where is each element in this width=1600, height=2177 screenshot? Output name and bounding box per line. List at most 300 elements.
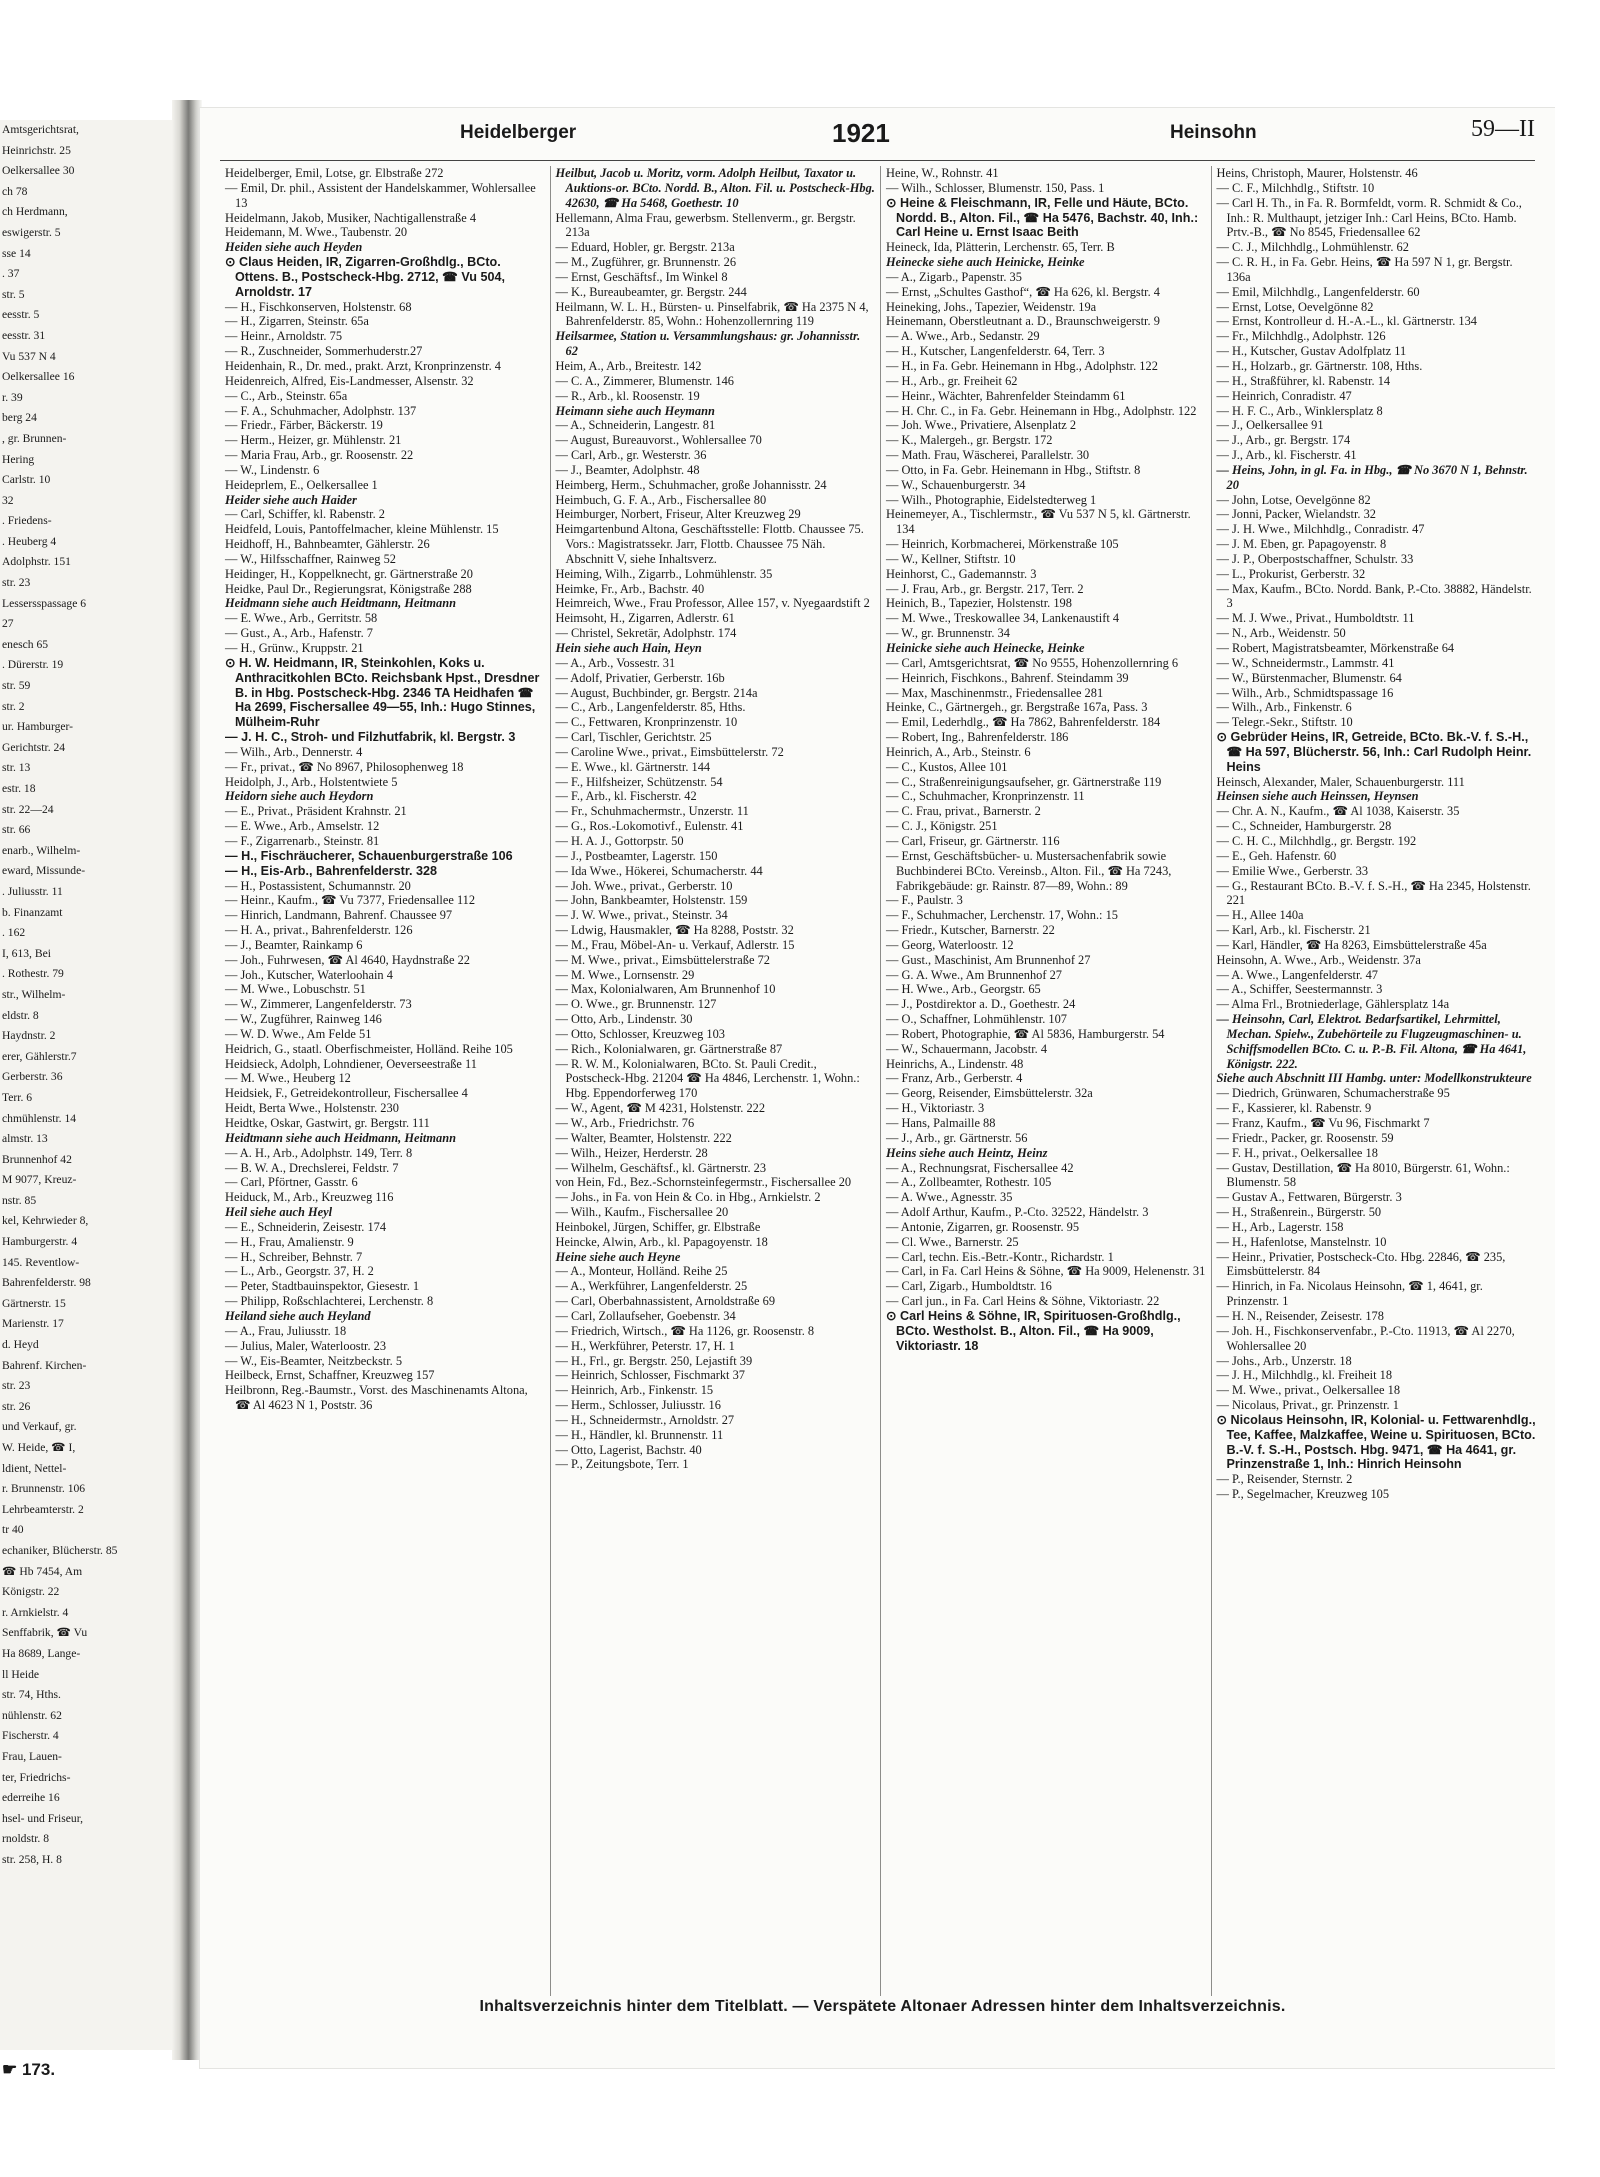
directory-entry: Heins, Christoph, Maurer, Holstenstr. 46: [1216, 166, 1418, 180]
directory-entry: Heidenreich, Alfred, Eis-Landmesser, Alsenstr. 32: [225, 373, 474, 388]
prev-page-line: str. 74, Hths.: [2, 1688, 61, 1702]
directory-entry: — Adolf Arthur, Kaufm., P.-Cto. 32522, Händelstr. 3: [886, 1205, 1149, 1220]
directory-entry: — Wilh., Heizer, Herderstr. 28: [555, 1145, 708, 1160]
directory-entry: — Heinrich, Korbmacherei, Mörkenstraße 105: [886, 537, 1119, 552]
prev-page-line: Oelkersallee 16: [2, 370, 75, 384]
directory-entry: — H., Fischräucherer, Schauenburgerstraße 106: [225, 848, 513, 863]
prev-page-line: sse 14: [2, 246, 31, 260]
directory-entry: — August, Buchbinder, gr. Bergstr. 214a: [555, 685, 758, 700]
prev-page-line: Gerberstr. 36: [2, 1070, 63, 1084]
directory-entry: ⊙ Heine & Fleischmann, IR, Felle und Häute, BCto. Nordd. B., Alton. Fil., ☎ Ha 5476, Bachstr. 40, Inh.: Carl Heine u. Ernst Isaac Beith: [886, 195, 1199, 240]
directory-entry: Heineck, Ida, Plätterin, Lerchenstr. 65, Terr. B: [886, 240, 1115, 255]
directory-entry: Heimberg, Herm., Schuhmacher, große Johannisstr. 24: [555, 477, 827, 492]
prev-page-line: str. 13: [2, 761, 31, 775]
directory-entry: — Julius, Maler, Waterloostr. 23: [225, 1338, 387, 1353]
directory-entry: — C., Schneider, Hamburgerstr. 28: [1216, 819, 1392, 834]
directory-entry: — J. H. Wwe., Milchhdlg., Conradistr. 47: [1216, 522, 1425, 537]
prev-page-line: str. 23: [2, 576, 31, 590]
directory-entry: — Otto, Arb., Lindenstr. 30: [555, 1012, 693, 1027]
prev-page-line: eesstr. 31: [2, 328, 46, 342]
prev-page-line: 27: [2, 617, 14, 631]
directory-entry: — Cl. Wwe., Barnerstr. 25: [886, 1234, 1019, 1249]
directory-entry: — C., Straßenreinigungsaufseher, gr. Gärtnerstraße 119: [886, 774, 1162, 789]
prev-page-line: eesstr. 5: [2, 308, 40, 322]
directory-entry: — Friedr., Färber, Bäckerstr. 19: [225, 418, 383, 433]
directory-entry: — C. H. C., Milchhdlg., gr. Bergstr. 192: [1216, 833, 1417, 848]
directory-entry: — Adolf, Privatier, Gerberstr. 16b: [555, 670, 725, 685]
directory-entry: — E. Wwe., kl. Gärtnerstr. 144: [555, 759, 711, 774]
prev-page-line: Gärtnerstr. 15: [2, 1296, 66, 1310]
directory-entry: — J., Oelkersallee 91: [1216, 418, 1324, 433]
directory-page: [200, 108, 1555, 2068]
directory-entry: Heider siehe auch Haider: [225, 492, 357, 507]
directory-entry: von Hein, Fd., Bez.-Schornsteinfegermstr., Fischersallee 20: [555, 1175, 852, 1190]
prev-page-line: Bahrenf. Kirchen-: [2, 1358, 87, 1372]
prev-page-line: nühlenstr. 62: [2, 1708, 62, 1722]
prev-page-line: chmühlenstr. 14: [2, 1111, 77, 1125]
directory-entry: — C., Arb., Steinstr. 65a: [225, 388, 348, 403]
directory-entry: — P., Reisender, Sternstr. 2: [1216, 1472, 1353, 1487]
directory-entry: Heidelberger, Emil, Lotse, gr. Elbstraße 272: [225, 166, 444, 180]
directory-entry: ⊙ H. W. Heidmann, IR, Steinkohlen, Koks u. Anthracitkohlen BCto. Reichsbank Hpst., Dresdner B. in Hbg. Postscheck-Hbg. 2346 TA Heidhafen ☎ Ha 2699, Fischersallee 49—55, Inh.: Hugo Stinnes, Mülheim-Ruhr: [225, 655, 540, 730]
directory-entry: — A., Rechnungsrat, Fischersallee 42: [886, 1160, 1074, 1175]
right-margin: [1555, 100, 1600, 2070]
directory-entry: — W., Arb., Friedrichstr. 76: [555, 1116, 695, 1130]
prev-page-line: nstr. 85: [2, 1193, 37, 1207]
prev-page-line: Marienstr. 17: [2, 1317, 64, 1331]
directory-entry: — Carl, techn. Eis.-Betr.-Kontr., Richardstr. 1: [886, 1249, 1114, 1264]
prev-page-line: enarb., Wilhelm-: [2, 843, 81, 857]
directory-entry: — J., Postbeamter, Lagerstr. 150: [555, 848, 718, 863]
directory-entry: — A., Arb., Vossestr. 31: [555, 655, 676, 670]
directory-entry: — Otto, Lagerist, Bachstr. 40: [555, 1442, 702, 1457]
directory-entry: — J., Beamter, Adolphstr. 48: [555, 462, 700, 477]
directory-entry: — Heinsohn, Carl, Elektrot. Bedarfsartikel, Lehrmittel, Mechan. Spielw., Zubehörteile zu Flugzeugmaschinen- u. Schiffsmodellen BCto. C. u. P.-B. Fil. Altona, ☎ Ha 4641, Königstr. 222.: [1216, 1012, 1527, 1071]
directory-entry: — Friedrich, Wirtsch., ☎ Ha 1126, gr. Roosenstr. 8: [555, 1323, 815, 1338]
prev-page-line: . Rothestr. 79: [2, 967, 64, 981]
directory-entry: Heimsoht, H., Zigarren, Adlerstr. 61: [555, 611, 735, 626]
directory-entry: — Walter, Beamter, Holstenstr. 222: [555, 1130, 732, 1145]
page-footer-note: Inhaltsverzeichnis hinter dem Titelblatt. — Verspätete Altonaer Adressen hinter dem Inhaltsverzeichnis.: [479, 1998, 1286, 2015]
directory-entry: — C., Schuhmacher, Kronprinzenstr. 11: [886, 789, 1085, 804]
directory-entry: — M. Wwe., privat., Eimsbüttelerstraße 72: [555, 952, 770, 967]
prev-page-line: enesch 65: [2, 637, 49, 651]
directory-entry: — Heinr., Kaufm., ☎ Vu 7377, Friedensallee 112: [225, 893, 476, 908]
prev-page-line: . Dürerstr. 19: [2, 658, 64, 672]
directory-entry: — H., Händler, kl. Brunnenstr. 11: [555, 1427, 724, 1442]
prev-page-line: Lehrbeamterstr. 2: [2, 1502, 84, 1516]
directory-entry: — Carl, Amtsgerichtsrat, ☎ No 9555, Hohenzollernring 6: [886, 655, 1179, 670]
directory-entry: — Emil, Lederhdlg., ☎ Ha 7862, Bahrenfelderstr. 184: [886, 715, 1161, 730]
directory-entry: ⊙ Gebrüder Heins, IR, Getreide, BCto. Bk.-V. f. S.-H., ☎ Ha 597, Blücherstr. 56, Inh.: Carl Rudolph Heinr. Heins: [1216, 730, 1532, 774]
header-rule: [220, 160, 1535, 161]
directory-entry: — W. D. Wwe., Am Felde 51: [225, 1026, 372, 1041]
directory-entry: — M. Wwe., privat., Oelkersallee 18: [1216, 1383, 1401, 1398]
prev-page-line: str. 66: [2, 823, 31, 837]
directory-entry: — H., Schreiber, Behnstr. 7: [225, 1249, 363, 1264]
directory-entry: — Carl, in Fa. Carl Heins & Söhne, ☎ Ha 9009, Helenenstr. 31: [886, 1264, 1206, 1279]
directory-entry: — C. R. H., in Fa. Gebr. Heins, ☎ Ha 597 N 1, gr. Bergstr. 136a: [1216, 255, 1513, 284]
prev-page-line: r. 39: [2, 390, 23, 404]
directory-entry: — R. W. M., Kolonialwaren, BCto. St. Pauli Credit., Postscheck-Hbg. 21204 ☎ Ha 4846, Lerchenstr. 1, Wohn.: Hbg. Eppendorferweg 170: [555, 1056, 860, 1101]
directory-entry: Heilbronn, Reg.-Baumstr., Vorst. des Maschinenamts Altona, ☎ Al 4623 N 1, Poststr. 36: [225, 1383, 528, 1413]
directory-entry: — Max, Maschinenmstr., Friedensallee 281: [886, 685, 1104, 700]
directory-entry: — Fr., Milchhdlg., Adolphstr. 126: [1216, 329, 1386, 344]
prev-page-line: Gerichtstr. 24: [2, 740, 66, 754]
directory-entry: — Joh. Wwe., privat., Gerberstr. 10: [555, 878, 733, 893]
directory-entry: — H., Frl., gr. Bergstr. 250, Lejastift 39: [555, 1353, 753, 1368]
directory-entry: Heimann siehe auch Heymann: [555, 403, 715, 418]
directory-entry: — J. W. Wwe., privat., Steinstr. 34: [555, 908, 728, 923]
directory-entry: — A., Werkführer, Langenfelderstr. 25: [555, 1279, 748, 1294]
prev-page-line: Adolphstr. 151: [2, 555, 71, 569]
directory-entry: — Carl H. Th., in Fa. R. Bormfeldt, vorm. R. Schmidt & Co., Inh.: R. Multhaupt, jetziger Inh.: Carl Heins, BCto. Hamb. Prtv.-B., ☎ No 8545, Friedensallee 62: [1216, 195, 1522, 240]
directory-entry: — M. Wwe., Lobuschstr. 51: [225, 982, 366, 997]
directory-entry: — Wilhelm, Geschäftsf., kl. Gärtnerstr. 23: [555, 1160, 767, 1175]
prev-page-line: ldient, Nettel-: [2, 1461, 67, 1475]
prev-page-line: str., Wilhelm-: [2, 987, 66, 1001]
directory-entry: — Johs., Arb., Unzerstr. 18: [1216, 1353, 1352, 1368]
directory-entry: — E., Privat., Präsident Krahnstr. 21: [225, 804, 407, 819]
prev-page-footer: ☛ 173.: [2, 2060, 56, 2079]
directory-entry: — O. Wwe., gr. Brunnenstr. 127: [555, 997, 717, 1012]
directory-entry: Heidorn siehe auch Heydorn: [225, 789, 374, 804]
directory-entry: Heinemann, Oberstleutnant a. D., Braunschweigerstr. 9: [886, 314, 1160, 329]
directory-entry: — K., Malergeh., gr. Bergstr. 172: [886, 433, 1053, 448]
directory-entry: — A., Frau, Juliusstr. 18: [225, 1323, 347, 1338]
prev-page-line: . Juliusstr. 11: [2, 884, 63, 898]
directory-entry: Heimgartenbund Altona, Geschäftsstelle: Flottb. Chaussee 75. Vors.: Magistratssekr. Jarr, Flottb. Chaussee 75 Näh. Abschnitt V, siehe Inhaltsverz.: [555, 522, 864, 566]
directory-entry: — Heinrich, Schlosser, Fischmarkt 37: [555, 1368, 745, 1383]
directory-entry: — F., Arb., kl. Fischerstr. 42: [555, 789, 697, 804]
directory-entry: — Peter, Stadtbauinspektor, Giesestr. 1: [225, 1279, 420, 1294]
prev-page-line: estr. 18: [2, 782, 36, 795]
directory-entry: Heimbuch, G. F. A., Arb., Fischersallee 80: [555, 492, 767, 507]
directory-entry: — H., Allee 140a: [1216, 908, 1304, 923]
directory-entry: — Gustav, Destillation, ☎ Ha 8010, Bürgerstr. 61, Wohn.: Blumenstr. 58: [1216, 1160, 1510, 1190]
directory-entry: — H., Werkführer, Peterstr. 17, H. 1: [555, 1338, 735, 1353]
prev-page-line: Hering: [2, 452, 35, 466]
prev-page-line: Terr. 6: [2, 1090, 33, 1104]
directory-entry: — Diedrich, Grünwaren, Schumacherstraße 95: [1216, 1086, 1450, 1101]
directory-entry: — H. N., Reisender, Zeisestr. 178: [1216, 1308, 1384, 1323]
directory-entry: Heidsieck, Adolph, Lohndiener, Oeverseestraße 11: [225, 1056, 477, 1071]
directory-entry: ⊙ Nicolaus Heinsohn, IR, Kolonial- u. Fettwarenhdlg., Tee, Kaffee, Malzkaffee, Weine u. Spirituosen, BCto. B.-V. f. S.-H., Postsch. Hbg. 9471, ☎ Ha 4641, gr. Prinzenstraße 1, Inh.: Hinrich Heinsohn: [1216, 1412, 1536, 1472]
prev-page-line: . Heuberg 4: [2, 534, 57, 548]
directory-entry: — P., Segelmacher, Kreuzweg 105: [1216, 1487, 1390, 1502]
directory-entry: Heiduck, M., Arb., Kreuzweg 116: [225, 1190, 394, 1205]
directory-entry: — H., Schneidermstr., Arnoldstr. 27: [555, 1412, 735, 1427]
directory-entry: — H., Kutscher, Langenfelderstr. 64, Terr. 3: [886, 344, 1105, 359]
directory-entry: — Chr. A. N., Kaufm., ☎ Al 1038, Kaiserstr. 35: [1216, 804, 1460, 819]
directory-entry: — Emil, Milchhdlg., Langenfelderstr. 60: [1216, 284, 1420, 299]
prev-page-line: Oelkersallee 30: [2, 164, 75, 178]
directory-entry: — Christel, Sekretär, Adolphstr. 174: [555, 626, 737, 641]
directory-entry: — Ernst, Kontrolleur d. H.-A.-L., kl. Gärtnerstr. 134: [1216, 314, 1477, 329]
directory-entry: — J. H. C., Stroh- und Filzhutfabrik, kl. Bergstr. 3: [225, 730, 516, 745]
directory-entry: — M., Zugführer, gr. Brunnenstr. 26: [555, 255, 737, 270]
prev-page-line: str. 5: [2, 287, 25, 301]
directory-entry: — H. A., privat., Bahrenfelderstr. 126: [225, 923, 413, 938]
directory-entry: — Gust., Maschinist, Am Brunnenhof 27: [886, 952, 1091, 967]
directory-entry: — A. Wwe., Agnesstr. 35: [886, 1190, 1013, 1205]
directory-entry: — O., Schaffner, Lohmühlenstr. 107: [886, 1012, 1067, 1027]
directory-entry: — W., Lindenstr. 6: [225, 462, 320, 477]
directory-entry: — L., Prokurist, Gerberstr. 32: [1216, 566, 1366, 581]
prev-page-line: Hamburgerstr. 4: [2, 1235, 78, 1249]
directory-entry: Heinhorst, C., Gademannstr. 3: [886, 566, 1037, 581]
directory-entry: Heimburger, Norbert, Friseur, Alter Kreuzweg 29: [555, 507, 801, 522]
directory-entry: — Carl, Oberbahnassistent, Arnoldstraße 69: [555, 1294, 776, 1309]
directory-entry: — Franz, Kaufm., ☎ Vu 96, Fischmarkt 7: [1216, 1116, 1430, 1130]
directory-entry: — Ernst, „Schultes Gasthof“, ☎ Ha 626, kl. Bergstr. 4: [886, 284, 1160, 299]
directory-entry: — Joh., Kutscher, Waterloohain 4: [225, 967, 393, 982]
prev-page-line: W. Heide, ☎ I,: [2, 1441, 76, 1454]
prev-page-line: echaniker, Blücherstr. 85: [2, 1543, 118, 1557]
directory-entry: Heinecke siehe auch Heinicke, Heinke: [886, 255, 1085, 270]
page-header: [220, 116, 1535, 156]
directory-entry: — Carl, Pförtner, Gasstr. 6: [225, 1175, 358, 1190]
directory-entry: — Fr., Schuhmachermstr., Unzerstr. 11: [555, 804, 749, 819]
directory-entry: — C., Kustos, Allee 101: [886, 759, 1008, 774]
directory-entry: Heidtmann siehe auch Heidmann, Heitmann: [225, 1130, 456, 1145]
prev-page-line: str. 26: [2, 1399, 31, 1413]
directory-entry: — P., Zeitungsbote, Terr. 1: [555, 1457, 689, 1472]
prev-page-line: str. 59: [2, 679, 31, 693]
directory-entry: — Georg, Waterloostr. 12: [886, 937, 1014, 952]
directory-entry: — M., Frau, Möbel-An- u. Verkauf, Adlerstr. 15: [555, 937, 795, 952]
directory-entry: Heiming, Wilh., Zigarrb., Lohmühlenstr. 35: [555, 566, 773, 581]
prev-page-line: b. Finanzamt: [2, 905, 63, 919]
directory-entry: Heil siehe auch Heyl: [225, 1205, 333, 1220]
directory-entry: Heinrich, A., Arb., Steinstr. 6: [886, 744, 1031, 759]
directory-entry: Heidemann, M. Wwe., Taubenstr. 20: [225, 225, 408, 240]
directory-entry: — Karl, Händler, ☎ Ha 8263, Eimsbüttelerstraße 45a: [1216, 937, 1487, 952]
directory-entry: — K., Bureaubeamter, gr. Bergstr. 244: [555, 284, 747, 299]
directory-entry: — H. A. J., Gottorpstr. 50: [555, 833, 684, 848]
prev-page-line: , gr. Brunnen-: [2, 431, 67, 445]
prev-page-line: str. 2: [2, 699, 25, 713]
prev-page-line: hsel- und Friseur,: [2, 1811, 84, 1825]
directory-entry: — A., Schiffer, Seestermannstr. 3: [1216, 982, 1383, 997]
directory-entry: — H. Wwe., Arb., Georgstr. 65: [886, 982, 1041, 997]
directory-entry: Heilsarmee, Station u. Versammlungshaus: gr. Johannisstr. 62: [555, 329, 861, 359]
directory-entry: — Ernst, Geschäftsbücher- u. Mustersachenfabrik sowie Buchbinderei BCto. Vereinsb., Alton. Fil., ☎ Ha 7243, Fabrikgebäude: gr. Rainstr. 87—89, Wohn.: 89: [886, 848, 1172, 893]
directory-entry: — Heinrich, Arb., Finkenstr. 15: [555, 1383, 714, 1398]
directory-entry: — M. Wwe., Lornsenstr. 29: [555, 967, 695, 982]
directory-entry: — H., Zigarren, Steinstr. 65a: [225, 314, 369, 329]
directory-entry: — W., Zugführer, Rainweg 146: [225, 1012, 382, 1027]
prev-page-line: kel, Kehrwieder 8,: [2, 1214, 89, 1228]
directory-entry: — H., Fischkonserven, Holstenstr. 68: [225, 299, 412, 314]
directory-entry: — W., Kellner, Stiftstr. 10: [886, 551, 1016, 566]
prev-page-line: Heinrichstr. 25: [2, 143, 71, 157]
column-1: [220, 166, 550, 1996]
directory-entry: Siehe auch Abschnitt III Hambg. unter: Modellkonstrukteure: [1216, 1071, 1532, 1086]
prev-page-line: Lessersspassage 6: [2, 596, 87, 610]
directory-entry: — B. W. A., Drechslerei, Feldstr. 7: [225, 1160, 399, 1175]
prev-page-line: eward, Missunde-: [2, 864, 86, 878]
header-first-entry: Heidelberger: [460, 122, 577, 143]
directory-entry: — Karl, Arb., kl. Fischerstr. 21: [1216, 923, 1371, 938]
directory-entry: — C. F., Milchhdlg., Stiftstr. 10: [1216, 180, 1375, 195]
column-2: [550, 166, 881, 1996]
directory-entry: Heincke, Alwin, Arb., kl. Papagoyenstr. 18: [555, 1234, 768, 1249]
prev-page-line: Fischerstr. 4: [2, 1729, 59, 1743]
directory-entry: — H., Frau, Amalienstr. 9: [225, 1234, 354, 1249]
directory-entry: — M. J. Wwe., Privat., Humboldtstr. 11: [1216, 611, 1415, 626]
directory-entry: Heimke, Fr., Arb., Bachstr. 40: [555, 581, 705, 596]
prev-page-line: Senffabrik, ☎ Vu: [2, 1626, 88, 1640]
directory-entry: — Math. Frau, Wäscherei, Parallelstr. 30: [886, 448, 1090, 463]
column-4: [1211, 166, 1542, 1996]
directory-entry: — C. J., Königstr. 251: [886, 819, 998, 834]
directory-entry: Heinsch, Alexander, Maler, Schauenburgerstr. 111: [1216, 774, 1465, 789]
directory-entry: — Robert, Photographie, ☎ Al 5836, Hamburgerstr. 54: [886, 1026, 1165, 1041]
directory-entry: — H., Arb., Lagerstr. 158: [1216, 1219, 1344, 1234]
directory-entry: — Fr., privat., ☎ No 8967, Philosophenweg 18: [225, 759, 464, 774]
directory-entry: — F. A., Schuhmacher, Adolphstr. 137: [225, 403, 417, 418]
directory-entry: Heinemeyer, A., Tischlermstr., ☎ Vu 537 N 5, kl. Gärtnerstr. 134: [886, 507, 1191, 537]
directory-entry: — Wilh., Photographie, Eidelstedterweg 1: [886, 492, 1097, 507]
directory-entry: — G. A. Wwe., Am Brunnenhof 27: [886, 967, 1062, 982]
directory-entry: — Alma Frl., Brotniederlage, Gählersplatz 14a: [1216, 997, 1450, 1012]
directory-entry: — H. Chr. C., in Fa. Gebr. Heinemann in Hbg., Adolphstr. 122: [886, 403, 1197, 418]
directory-entry: — Ernst, Geschäftsf., Im Winkel 8: [555, 269, 728, 284]
directory-entry: — Carl, Schiffer, kl. Rabenstr. 2: [225, 507, 385, 522]
prev-page-line: ur. Hamburger-: [2, 720, 74, 734]
prev-page-line: erer, Gählerstr.7: [2, 1049, 77, 1063]
directory-entry: — H., in Fa. Gebr. Heinemann in Hbg., Adolphstr. 122: [886, 358, 1158, 373]
directory-entry: — Heinr., Privatier, Postscheck-Cto. Hbg. 22846, ☎ 235, Eimsbüttelerstr. 84: [1216, 1249, 1506, 1279]
directory-entry: — Telegr.-Sekr., Stiftstr. 10: [1216, 715, 1353, 730]
directory-entry: — C. A., Zimmerer, Blumenstr. 146: [555, 373, 734, 388]
prev-page-line: str. 22—24: [2, 802, 54, 816]
prev-page-line: ch Herdmann,: [2, 205, 68, 219]
directory-entry: — H., Eis-Arb., Bahrenfelderstr. 328: [225, 863, 438, 878]
directory-entry: — H., Viktoriastr. 3: [886, 1101, 985, 1116]
directory-entry: Heidke, Paul Dr., Regierungsrat, Königstraße 288: [225, 581, 472, 596]
directory-entry: — Max, Kolonialwaren, Am Brunnenhof 10: [555, 982, 776, 997]
directory-entry: — Emilie Wwe., Gerberstr. 33: [1216, 863, 1369, 878]
directory-entry: — Franz, Arb., Gerberstr. 4: [886, 1071, 1023, 1086]
directory-entry: — Antonie, Zigarren, gr. Roosenstr. 95: [886, 1219, 1080, 1234]
directory-entry: — H., Straßenrein., Bürgerstr. 50: [1216, 1205, 1382, 1220]
directory-entry: — Gust., A., Arb., Hafenstr. 7: [225, 626, 373, 641]
prev-page-line: 32: [2, 493, 14, 507]
prev-page-line: ederreihe 16: [2, 1791, 60, 1805]
directory-entry: — Nicolaus, Privat., gr. Prinzenstr. 1: [1216, 1398, 1399, 1413]
page-number: 59—II: [1471, 116, 1535, 142]
directory-entry: — Otto, in Fa. Gebr. Heinemann in Hbg., Stiftstr. 8: [886, 462, 1141, 477]
prev-page-line: . Friedens-: [2, 514, 52, 528]
directory-entry: — A. Wwe., Arb., Sedanstr. 29: [886, 329, 1040, 344]
directory-entry: — Otto, Schlosser, Kreuzweg 103: [555, 1026, 725, 1041]
directory-entry: — Heinrich, Conradistr. 47: [1216, 388, 1352, 403]
directory-entry: — Joh. Wwe., Privatiere, Alsenplatz 2: [886, 418, 1077, 433]
directory-entry: — H., Hafenlotse, Manstelnstr. 10: [1216, 1234, 1387, 1249]
prev-page-line: ch 78: [2, 184, 28, 198]
directory-entry: — Joh., Fuhrwesen, ☎ Al 4640, Haydnstraße 22: [225, 952, 470, 967]
directory-entry: — John, Bankbeamter, Holstenstr. 159: [555, 893, 748, 908]
directory-entry: — Carl jun., in Fa. Carl Heins & Söhne, Viktoriastr. 22: [886, 1294, 1160, 1309]
directory-entry: — Johs., in Fa. von Hein & Co. in Hbg., Arnkielstr. 2: [555, 1190, 821, 1205]
directory-entry: — H., Kutscher, Gustav Adolfplatz 11: [1216, 344, 1407, 359]
directory-entry: Heideprlem, E., Oelkersallee 1: [225, 477, 378, 492]
directory-entry: — Carl, Arb., gr. Westerstr. 36: [555, 448, 707, 463]
directory-entry: — Wilh., Schlosser, Blumenstr. 150, Pass. 1: [886, 180, 1105, 195]
directory-entry: — N., Arb., Weidenstr. 50: [1216, 626, 1346, 641]
prev-page-line: Amtsgerichtsrat,: [2, 123, 79, 136]
directory-entry: — J., Arb., gr. Bergstr. 174: [1216, 433, 1351, 448]
directory-entry: Heinich, B., Tapezier, Holstenstr. 198: [886, 596, 1072, 611]
directory-entry: — C. J., Milchhdlg., Lohmühlenstr. 62: [1216, 240, 1409, 255]
prev-page-line: r. Arnkielstr. 4: [2, 1605, 69, 1619]
directory-entry: — Carl, Zigarb., Humboldtstr. 16: [886, 1279, 1052, 1294]
directory-entry: Heidelmann, Jakob, Musiker, Nachtigallenstraße 4: [225, 210, 477, 225]
directory-entry: — Philipp, Roßschlachterei, Lerchenstr. 8: [225, 1294, 434, 1309]
directory-entry: Heidmann siehe auch Heidtmann, Heitmann: [225, 596, 456, 611]
prev-page-line: Vu 537 N 4: [2, 349, 56, 363]
directory-entry: — Georg, Reisender, Eimsbüttelerstr. 32a: [886, 1086, 1093, 1101]
directory-entry: Heim, A., Arb., Breitestr. 142: [555, 358, 702, 373]
directory-entry: Heilmann, W. L. H., Bürsten- u. Pinselfabrik, ☎ Ha 2375 N 4, Bahrenfelderstr. 85, Wohn.: Hohenzollernring 119: [555, 299, 869, 329]
directory-entry: Heinicke siehe auch Heinecke, Heinke: [886, 641, 1085, 655]
prev-page-line: ter, Friedrichs-: [2, 1770, 71, 1784]
directory-entry: — Carl, Zollaufseher, Goebenstr. 34: [555, 1308, 736, 1323]
directory-entry: — Hinrich, Landmann, Bahrenf. Chaussee 97: [225, 908, 453, 923]
directory-entry: — C., Fettwaren, Kronprinzenstr. 10: [555, 715, 738, 730]
directory-entry: Heidinger, H., Koppelknecht, gr. Gärtnerstraße 20: [225, 566, 473, 581]
directory-entry: — Robert, Ing., Bahrenfelderstr. 186: [886, 730, 1069, 745]
directory-entry: Hein siehe auch Hain, Heyn: [555, 641, 702, 655]
directory-entry: — M. Wwe., Heuberg 12: [225, 1071, 351, 1086]
prev-page-line: . 37: [2, 267, 20, 281]
directory-entry: — Friedr., Packer, gr. Roosenstr. 59: [1216, 1130, 1394, 1145]
directory-entry: — Carl, Friseur, gr. Gärtnerstr. 116: [886, 833, 1060, 848]
directory-entry: — L., Arb., Georgstr. 37, H. 2: [225, 1264, 374, 1279]
directory-entry: Heidsiek, F., Getreidekontrolleur, Fischersallee 4: [225, 1086, 468, 1101]
directory-entry: ⊙ Carl Heins & Söhne, IR, Spirituosen-Großhdlg., BCto. Westholst. B., Alton. Fil., ☎ Ha 9009, Viktoriastr. 18: [886, 1308, 1181, 1353]
header-year: 1921: [832, 118, 890, 148]
directory-entry: — Emil, Dr. phil., Assistent der Handelskammer, Wohlersallee 13: [225, 180, 536, 210]
directory-entry: Heidfeld, Louis, Pantoffelmacher, kleine Mühlenstr. 15: [225, 522, 499, 537]
directory-entry: — W., gr. Brunnenstr. 34: [886, 626, 1010, 641]
prev-page-line: eldstr. 8: [2, 1008, 39, 1022]
directory-entry: — W., Schauermann, Jacobstr. 4: [886, 1041, 1048, 1056]
prev-page-line: Carlstr. 10: [2, 473, 51, 487]
directory-entry: — M. Wwe., Treskowallee 34, Lankenaustift 4: [886, 611, 1120, 626]
directory-entry: — Ldwig, Hausmakler, ☎ Ha 8288, Poststr. 32: [555, 923, 794, 938]
prev-page-line: eswigerstr. 5: [2, 225, 61, 239]
directory-entry: — Friedr., Kutscher, Barnerstr. 22: [886, 923, 1055, 938]
directory-entry: — W., Bürstenmacher, Blumenstr. 64: [1216, 670, 1402, 685]
prev-page-line: Frau, Lauen-: [2, 1749, 62, 1763]
directory-entry: — Heins, John, in gl. Fa. in Hbg., ☎ No 3670 N 1, Behnstr. 20: [1216, 462, 1528, 492]
directory-entry: Heiden siehe auch Heyden: [225, 240, 363, 255]
directory-entry: Heilbut, Jacob u. Moritz, vorm. Adolph Heilbut, Taxator u. Auktions-or. BCto. Nordd. B., Alton. Fil. u. Postscheck-Hbg. 42630, ☎ Ha 5468, Goethestr. 10: [555, 166, 875, 210]
directory-entry: — J., Beamter, Rainkamp 6: [225, 937, 363, 952]
prev-page-line: r. Brunnenstr. 106: [2, 1482, 86, 1496]
directory-entry: — Gustav A., Fettwaren, Bürgerstr. 3: [1216, 1190, 1402, 1205]
directory-entry: — F., Hilfsheizer, Schützenstr. 54: [555, 774, 723, 789]
prev-page-line: str. 23: [2, 1379, 31, 1393]
directory-entry: — E. Wwe., Arb., Amselstr. 12: [225, 819, 380, 834]
directory-entry: — Wilh., Arb., Finkenstr. 6: [1216, 700, 1352, 715]
directory-entry: — W., Schauenburgerstr. 34: [886, 477, 1026, 492]
directory-entry: — H. F. C., Arb., Winklersplatz 8: [1216, 403, 1383, 418]
directory-entry: — Max, Kaufm., BCto. Nordd. Bank, P.-Cto. 38882, Händelstr. 3: [1216, 581, 1532, 611]
